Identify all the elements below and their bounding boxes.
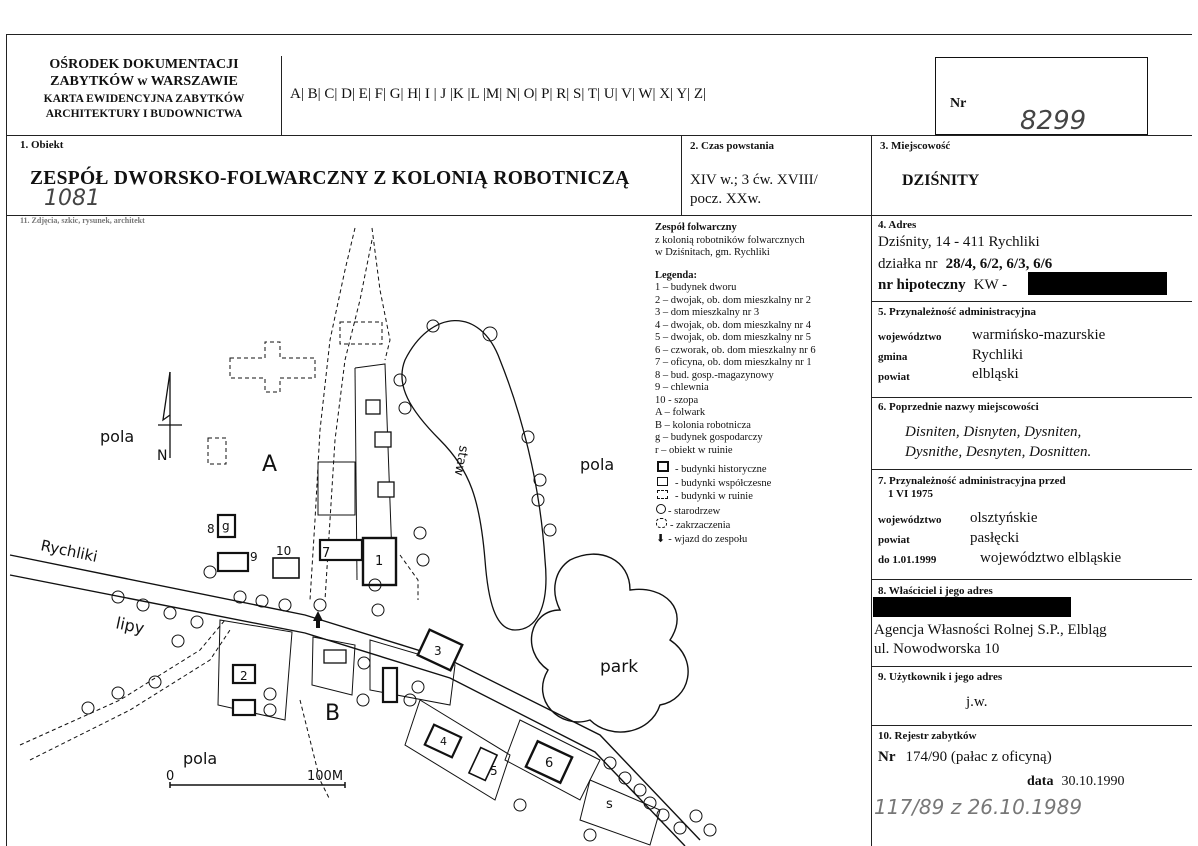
legend-item: 7 – oficyna, ob. dom mieszkalny nr 1 — [655, 357, 812, 368]
hipoteczny-row — [878, 276, 1007, 294]
rejestr-handwritten-note: 117/89 z 26.10.1989 — [874, 795, 1083, 819]
legend-item: 3 – dom mieszkalny nr 3 — [655, 307, 760, 318]
czas-label: 2. Czas powstania — [690, 140, 775, 152]
wlasciciel-label: 8. Właściciel i jego adres — [878, 585, 993, 597]
label-pola-right: pola — [580, 455, 615, 474]
powiat-label: powiat — [878, 371, 910, 383]
historic-building-icon — [657, 461, 669, 472]
gmina-label: gmina — [878, 351, 908, 363]
modern-building-icon — [657, 477, 668, 486]
label-zone-b: B — [325, 701, 341, 726]
label-north: N — [157, 448, 168, 464]
label-scale-zero: 0 — [166, 769, 175, 784]
hipoteczny-label: nr hipoteczny — [878, 277, 966, 293]
ruin-building-icon — [657, 490, 668, 499]
trees — [82, 320, 716, 841]
legend-symbol-text: - wjazd do zespołu — [668, 533, 748, 545]
dzialka-label: działka nr — [878, 256, 938, 272]
przed-label-2: 1 VI 1975 — [888, 488, 934, 500]
legend-item: 5 – dwojak, ob. dom mieszkalny nr 5 — [655, 332, 812, 343]
right-sep-3 — [871, 397, 1192, 398]
dzialka-value: 28/4, 6/2, 6/3, 6/6 — [945, 256, 1053, 272]
label-scale-max: 100M — [307, 769, 344, 784]
legend-symbol-text: - budynki w ruinie — [675, 491, 753, 502]
legend-symbol-row — [655, 461, 816, 477]
legend-symbol-text: - zakrzaczenia — [670, 520, 731, 531]
powiat-value: elbląski — [972, 366, 1019, 382]
alphabet-index: A| B| C| D| E| F| G| H| I | J |K |L |M| N| O| P| R| S| T| U| V| W| X| Y| Z| — [290, 86, 707, 102]
przed-woj-label: województwo — [878, 514, 942, 526]
org-line1: OŚRODEK DOKUMENTACJI — [49, 57, 239, 72]
institution-block — [8, 56, 280, 121]
label-pola-left: pola — [100, 427, 135, 446]
dzialka-row — [878, 255, 1052, 273]
redaction-bar-kw — [1028, 272, 1167, 295]
label-b8: 8 — [207, 522, 215, 536]
label-staw: staw — [450, 444, 471, 477]
label-b5: 5 — [490, 764, 498, 778]
fences — [218, 364, 660, 845]
legend-symbol-text: - budynki współczesne — [675, 477, 772, 489]
redaction-bar-owner — [873, 597, 1071, 617]
uzytkownik-label: 9. Użytkownik i jego adres — [878, 671, 1003, 683]
legend-item: g – budynek gospodarczy — [655, 432, 763, 443]
north-arrow-icon — [158, 372, 182, 458]
entrance-arrow-legend-icon: ⬇ — [656, 532, 666, 545]
rejestr-data-row — [1027, 772, 1124, 790]
rejestr-data-value: 30.10.1990 — [1061, 774, 1125, 789]
right-sep-4 — [871, 469, 1192, 470]
miejscowosc-value: DZIŚNITY — [902, 172, 980, 189]
czas-line2: pocz. XXw. — [690, 191, 762, 207]
legend-item: A – folwark — [655, 407, 706, 418]
label-b9: 9 — [250, 550, 258, 564]
legend-item: 1 – budynek dworu — [655, 282, 737, 293]
label-b7: 7 — [322, 546, 331, 561]
czas-line1: XIV w.; 3 ćw. XVIII/ — [690, 172, 818, 188]
label-s: s — [606, 797, 613, 812]
obiekt-name: ZESPÓŁ DWORSKO-FOLWARCZNY Z KOLONIĄ ROBOTNICZĄ — [30, 168, 630, 189]
map-title-line3: w Dziśnitach, gm. Rychliki — [655, 247, 770, 258]
legend-symbol-text: - starodrzew — [668, 505, 721, 517]
legend-symbol-row — [655, 490, 816, 504]
label-b4: 4 — [440, 735, 447, 748]
legend-item: 6 – czworak, ob. dom mieszkalny nr 6 — [655, 344, 816, 356]
legend-item: B – kolonia robotnicza — [655, 419, 751, 431]
legend-item: 4 – dwojak, ob. dom mieszkalny nr 4 — [655, 319, 812, 331]
header-divider — [281, 56, 282, 135]
park-area — [531, 554, 688, 732]
label-pola-bottom: pola — [183, 749, 218, 768]
label-zone-a: A — [262, 452, 278, 477]
label-b10: 10 — [276, 544, 292, 558]
legend-item: r – obiekt w ruinie — [655, 444, 733, 456]
right-sep-2 — [871, 301, 1192, 302]
adres-label: 4. Adres — [878, 219, 917, 231]
col-divider-1 — [681, 135, 682, 216]
entrance-arrow-icon — [313, 611, 323, 628]
legend-symbol-row — [655, 504, 816, 519]
legend-symbol-text: - budynki historyczne — [675, 464, 767, 475]
card-line1: KARTA EWIDENCYJNA ZABYTKÓW — [43, 93, 245, 105]
nr-label: Nr — [950, 96, 967, 111]
przynaleznosc-label: 5. Przynależność administracyjna — [878, 306, 1036, 318]
label-b2: 2 — [240, 669, 248, 683]
poprzednie-line1: Disniten, Disnyten, Dysniten, — [905, 424, 1082, 440]
shrub-icon — [656, 518, 667, 528]
label-b6: 6 — [545, 756, 554, 771]
map-legend — [655, 222, 816, 546]
przed-powiat-label: powiat — [878, 534, 910, 546]
woj-value: warmińsko-mazurskie — [972, 327, 1106, 343]
header-bottom-border — [6, 135, 1192, 136]
przed-label-1: 7. Przynależność administracyjna przed — [878, 475, 1066, 487]
rejestr-nr-value: 174/90 (pałac z oficyną) — [905, 749, 1052, 765]
top-border — [6, 34, 1192, 35]
org-line2: ZABYTKÓW w WARSZAWIE — [50, 74, 238, 89]
rejestr-label: 10. Rejestr zabytków — [878, 730, 977, 742]
obiekt-label: 1. Obiekt — [20, 139, 64, 151]
map-title-line1: Zespół folwarczny — [655, 222, 737, 233]
nr-box — [935, 57, 1148, 135]
label-lipy: lipy — [114, 613, 147, 638]
legend-title: Legenda: — [655, 269, 697, 281]
przed-do-label: do 1.01.1999 — [878, 554, 937, 566]
wlasciciel-line2: ul. Nowodworska 10 — [874, 641, 1000, 657]
legend-symbol-row — [655, 533, 816, 547]
label-park: park — [600, 657, 639, 677]
hipoteczny-value: KW - — [973, 277, 1008, 293]
gmina-value: Rychliki — [972, 347, 1024, 363]
nr-value: 8299 — [1020, 106, 1087, 136]
obiekt-sub-label: 11. Zdjęcia, szkic, rysunek, architekt — [20, 216, 145, 225]
tree-icon — [656, 504, 666, 514]
col-divider-2 — [871, 135, 872, 846]
legend-symbol-row — [655, 518, 816, 533]
right-sep-1 — [871, 215, 1192, 216]
legend-item: 10 - szopa — [655, 394, 699, 406]
przed-do-value: województwo elbląskie — [980, 550, 1122, 566]
right-sep-5 — [871, 579, 1192, 580]
label-road: Rychliki — [39, 536, 100, 566]
map-title-line2: z kolonią robotników folwarcznych — [655, 234, 805, 246]
obiekt-handwritten-number: 1081 — [44, 186, 100, 211]
label-b3: 3 — [434, 644, 442, 658]
poprzednie-label: 6. Poprzednie nazwy miejscowości — [878, 401, 1039, 413]
right-sep-6 — [871, 666, 1192, 667]
rejestr-nr-label: Nr — [878, 749, 896, 765]
label-b1: 1 — [375, 554, 384, 569]
uzytkownik-value: j.w. — [966, 694, 988, 710]
wlasciciel-line1: Agencja Własności Rolnej S.P., Elbląg — [874, 622, 1107, 638]
adres-line1: Dziśnity, 14 - 411 Rychliki — [878, 234, 1040, 250]
rejestr-data-label: data — [1027, 774, 1054, 789]
miejscowosc-label: 3. Miejscowość — [880, 140, 951, 152]
poprzednie-line2: Dysnithe, Desnyten, Dosnitten. — [905, 444, 1092, 460]
woj-label: województwo — [878, 331, 942, 343]
right-sep-7 — [871, 725, 1192, 726]
przed-powiat-value: pasłęcki — [970, 530, 1020, 546]
rejestr-nr-row — [878, 748, 1052, 766]
staw-pond — [402, 321, 546, 630]
card-line2: ARCHITEKTURY I BUDOWNICTWA — [45, 108, 243, 120]
legend-item: 8 – bud. gosp.-magazynowy — [655, 369, 774, 381]
legend-symbol-row — [655, 477, 816, 491]
main-road — [10, 555, 700, 846]
legend-item: 2 – dwojak, ob. dom mieszkalny nr 2 — [655, 294, 812, 306]
legend-item: 9 – chlewnia — [655, 382, 709, 393]
przed-woj-value: olsztyńskie — [970, 510, 1038, 526]
label-g: g — [222, 519, 230, 533]
